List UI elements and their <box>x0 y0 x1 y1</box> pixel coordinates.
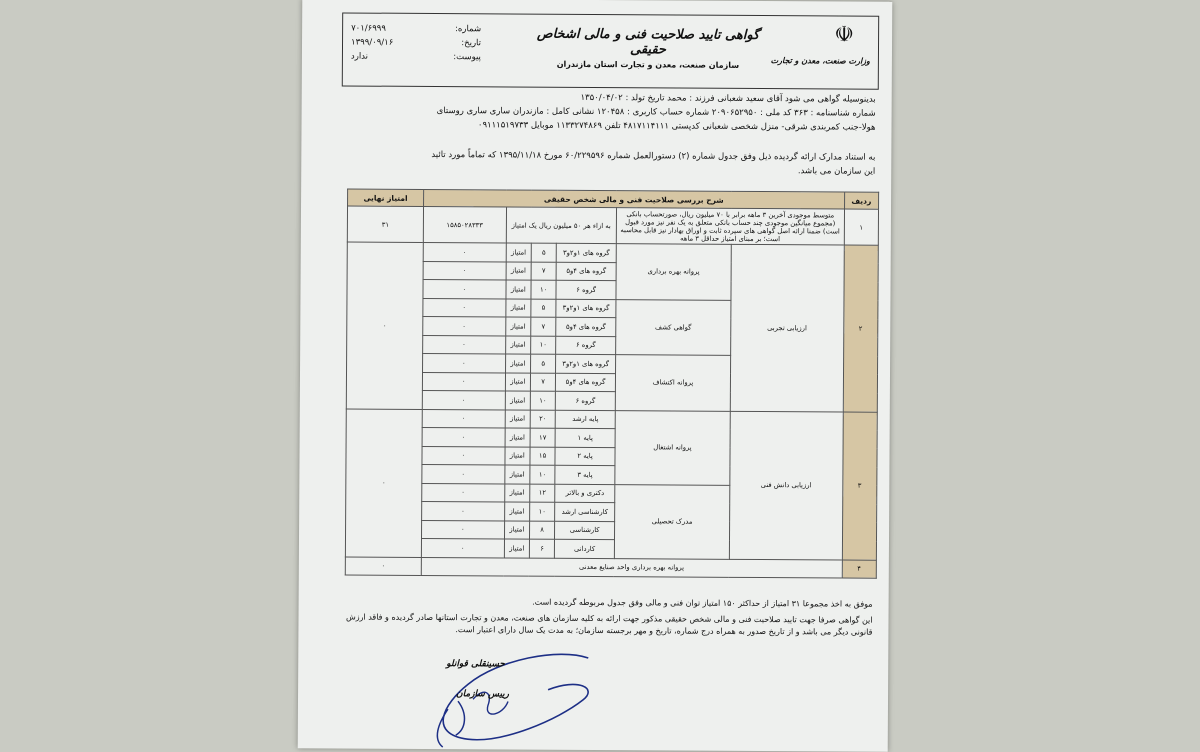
item-value: ۰ <box>422 390 505 409</box>
item-unit: امتیاز <box>504 520 529 539</box>
col-desc-header: شرح بررسی صلاحیت فنی و مالی شخص حقیقی <box>423 189 844 209</box>
iran-emblem-icon: ☫ <box>834 22 855 48</box>
group-title: پروانه بهره برداری <box>616 244 731 300</box>
evaluation-table <box>345 188 879 578</box>
item-unit: امتیاز <box>504 483 529 502</box>
item-value: ۰ <box>422 464 505 483</box>
item-points: ۱۰ <box>530 465 555 484</box>
signature-scribble <box>408 639 619 750</box>
row-number: ۱ <box>844 209 879 245</box>
attachment-label: پیوست: <box>453 52 481 63</box>
item-points: ۱۰ <box>530 391 555 410</box>
item-label: دکتری و بالاتر <box>555 484 615 503</box>
signatory-title: رییس سازمان <box>456 689 510 700</box>
item-points: ۵ <box>531 243 556 262</box>
item-points: ۷ <box>530 373 555 392</box>
item-value: ۰ <box>422 483 505 502</box>
note-line-2: این گواهی صرفا جهت تایید صلاحیت فنی و مالی شخص حقیقی مذکور جهت ارائه به کلیه سازمان های صنعت، معدن و تجارت استانها صادر گردیده و فاقد ارزش <box>345 612 873 625</box>
letterhead-frame <box>342 12 879 89</box>
intro-line-5: این سازمان می باشد. <box>797 166 876 177</box>
item-unit: امتیاز <box>505 335 530 354</box>
item-label: پایه ارشد <box>555 410 615 429</box>
item-points: ۱۰ <box>530 502 555 521</box>
item-value: ۰ <box>423 261 506 280</box>
item-value: ۰ <box>423 279 506 298</box>
category-label: ارزیابی تجربی <box>730 244 844 411</box>
item-label: پایه ۳ <box>555 465 615 484</box>
item-value: ۰ <box>423 316 506 335</box>
item-value: ۰ <box>422 372 505 391</box>
intro-line-1: بدینوسیله گواهی می شود آقای سعید شعبانی فرزند : محمد تاریخ تولد : ۱۳۵۰/۰۴/۰۲ <box>580 92 876 105</box>
item-unit: امتیاز <box>505 446 530 465</box>
group-title: پروانه اکتشاف <box>615 355 730 411</box>
item-points: ۷ <box>531 317 556 336</box>
item-points: ۲۰ <box>530 410 555 429</box>
note-line-1: موفق به اخذ مجموعا ۳۱ امتیاز از حداکثر ۱۵۰ امتیاز توان فنی و مالی وفق جدول مربوطه گردیده است. <box>532 597 873 609</box>
balance-amount: ۱۵۸۵۰۲۸۳۳۳ <box>423 206 506 243</box>
group-title: گواهی کشف <box>616 299 731 355</box>
item-label: گروه های ۴و۵ <box>556 373 616 392</box>
final-score: ۰ <box>345 556 421 575</box>
row-number: ۳ <box>842 412 877 560</box>
item-label: گروه های ۱و۲و۳ <box>556 243 616 262</box>
item-value: ۰ <box>422 501 505 520</box>
group-title: پروانه اشتغال <box>615 410 730 485</box>
item-unit: امتیاز <box>506 261 531 280</box>
item-unit: امتیاز <box>505 391 530 410</box>
date-value: ۱۳۹۹/۰۹/۱۶ <box>350 37 394 48</box>
group-title: مدرک تحصیلی <box>614 484 729 559</box>
item-label: پایه ۲ <box>555 447 615 466</box>
row-number: ۲ <box>843 245 878 412</box>
item-label: گروه ۶ <box>556 336 616 355</box>
document-meta <box>351 22 481 65</box>
number-value: ۷۰۱/۶۹۹۹ <box>351 23 386 34</box>
item-unit: امتیاز <box>506 280 531 299</box>
item-points: ۵ <box>530 354 555 373</box>
item-points: ۱۰ <box>531 336 556 355</box>
item-points: ۸ <box>529 521 554 540</box>
item-points: ۵ <box>531 299 556 318</box>
balance-rate: به ازاء هر ۵۰ میلیون ریال یک امتیاز <box>506 207 617 244</box>
table-row <box>347 206 878 245</box>
item-points: ۱۷ <box>530 428 555 447</box>
item-unit: امتیاز <box>505 354 530 373</box>
item-points: ۱۵ <box>530 447 555 466</box>
item-label: گروه های ۴و۵ <box>556 317 616 336</box>
item-label: کارشناسی <box>555 521 615 540</box>
item-label: گروه های ۴و۵ <box>556 262 616 281</box>
date-label: تاریخ: <box>461 38 482 49</box>
item-points: ۱۰ <box>531 280 556 299</box>
attachment-value: ندارد <box>350 51 369 62</box>
certificate-title: گواهی تایید صلاحیت فنی و مالی اشخاص حقیقی <box>536 26 760 58</box>
item-label: گروه های ۱و۲و۳ <box>556 299 616 318</box>
organization-name: سازمان صنعت، معدن و تجارت استان مازندران <box>556 59 740 70</box>
item-value: ۰ <box>421 538 504 557</box>
final-score: ۰ <box>345 408 422 556</box>
item-value: ۰ <box>421 520 504 539</box>
final-score: ۰ <box>346 242 423 409</box>
item-unit: امتیاز <box>505 409 530 428</box>
intro-line-3: هولا-جنب کمربندی شرقی- منزل شخصی شعبانی کدپستی ۴۸۱۷۱۱۴۱۱۱ تلفن ۱۱۳۳۲۷۴۸۶۹ موبایل ۰۹۱۱۱۵۱۹۷۳۳ <box>477 120 876 133</box>
ministry-name: وزارت صنعت، معدن و تجارت <box>770 56 870 66</box>
item-unit: امتیاز <box>504 539 529 558</box>
item-points: ۷ <box>531 262 556 281</box>
item-label: کاردانی <box>555 539 615 558</box>
item-value: ۰ <box>423 335 506 354</box>
item-unit: امتیاز <box>505 428 530 447</box>
col-score-header: امتیاز نهایی <box>348 189 424 206</box>
final-score: ۳۱ <box>347 206 423 242</box>
item-value: ۰ <box>423 298 506 317</box>
item-value: ۰ <box>422 409 505 428</box>
signatory-name: حسینقلی قوانلو <box>446 659 506 670</box>
number-label: شماره: <box>455 24 482 35</box>
item-unit: امتیاز <box>505 372 530 391</box>
item-label: کارشناسی ارشد <box>555 502 615 521</box>
col-row-header: ردیف <box>844 192 879 209</box>
intro-line-2: شماره شناسنامه : ۳۶۳ کد ملی : ۲۰۹۰۶۵۲۹۵۰ شماره حساب کاربری : ۱۲۰۴۵۸ نشانی کامل : مازندران ساری ساری روستای <box>436 106 876 119</box>
item-unit: امتیاز <box>506 243 531 262</box>
category-label: ارزیابی دانش فنی <box>729 411 843 560</box>
item-value: ۰ <box>422 446 505 465</box>
item-label: گروه های ۱و۲و۳ <box>556 354 616 373</box>
certificate-document <box>298 0 893 752</box>
intro-line-4: به استناد مدارک ارائه گردیده ذیل وفق جدول شماره (۲) دستورالعمل شماره ۶۰/۲۲۹۵۹۶ مورخ ۱۳۹۵/۱۱/۱۸ که تماماً مورد تائید <box>431 149 876 163</box>
item-unit: امتیاز <box>505 465 530 484</box>
table-row <box>345 556 876 578</box>
item-label: گروه ۶ <box>556 280 616 299</box>
row-number: ۴ <box>842 560 877 579</box>
certificate-notes <box>344 595 872 638</box>
note-line-3: قانونی دیگر می باشد و از تاریخ صدور به همراه درج شماره، تاریخ و مهر برجسته سازمان؛ به مدت یک سال دارای اعتبار است. <box>455 625 873 637</box>
item-unit: امتیاز <box>505 317 530 336</box>
item-value: ۰ <box>422 353 505 372</box>
item-value: ۰ <box>423 242 506 261</box>
item-points: ۶ <box>529 539 554 558</box>
item-unit: امتیاز <box>506 298 531 317</box>
balance-description: متوسط موجودی آخرین ۳ ماهه برابر با ۷۰ میلیون ریال، صورتحساب بانکی (مجموع میانگین موجودی چند حساب بانکی متعلق به یک نفر نیز مورد قبول است) ضمنا ارائه اصل گواهی های سپرده ثابت و اوراق بهادار نیز قابل محاسبه است؛ بر مبنای امتیاز حداقل ۳ ماهه <box>616 208 844 245</box>
item-points: ۱۲ <box>530 484 555 503</box>
item-value: ۰ <box>422 427 505 446</box>
mining-license-description: پروانه بهره برداری واحد صنایع معدنی <box>421 557 842 578</box>
item-label: پایه ۱ <box>555 428 615 447</box>
item-unit: امتیاز <box>504 502 529 521</box>
item-label: گروه ۶ <box>556 391 616 410</box>
